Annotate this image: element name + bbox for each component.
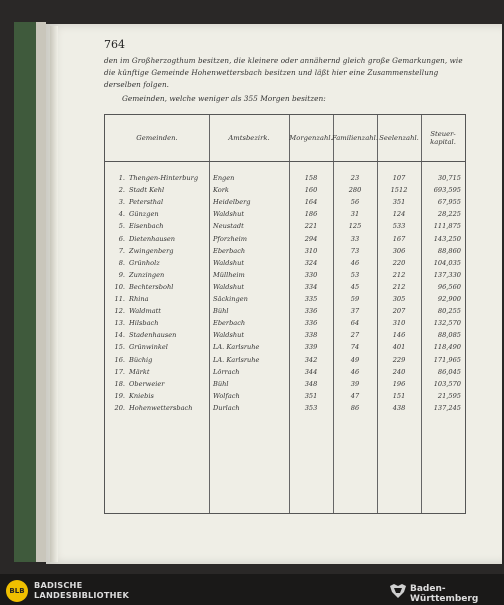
intro-text: den im Großherzogthum besitzen, die kleinere oder annähernd gleich große Gemarkungen, wie die künftige Gemeinde Hohenwettersbach besitzen und läßt hier eine Zusammenstellung derselben folgen. — [104, 56, 463, 89]
page-gutter — [50, 26, 58, 562]
header-amtsbezirk: Amtsbezirk. — [228, 134, 270, 142]
table-row: 12. Waldmatt Bühl 336 37 207 80,255 — [114, 307, 461, 316]
table-row: 2. Stadt Kehl Kork 160 280 1512 693,595 — [118, 186, 461, 195]
header-divider — [105, 161, 465, 162]
table-row: 11. Rhina Säckingen 335 59 305 92,900 — [114, 295, 461, 303]
table-row: 19. Kniebis Wolfach 351 47 151 21,595 — [114, 391, 461, 400]
header-familienzahl: Familienzahl. — [331, 134, 379, 142]
table-row: 20. Hohenwettersbach Durlach 353 86 438 137,245 — [114, 403, 461, 412]
table-row: 17. Märkt Lörrach 344 46 240 86,045 — [114, 367, 461, 376]
header-morgenzahl: Morgenzahl. — [289, 134, 333, 142]
state-crest-icon — [388, 582, 408, 600]
table-row: 8. Grünholz Waldshut 324 46 220 104,035 — [118, 258, 461, 267]
library-name[interactable] — [34, 580, 129, 600]
table-row: 10. Bechtersbohl Waldshut 334 45 212 96,560 — [114, 282, 461, 291]
table-row: 13. Hilsbach Eberbach 336 64 310 132,570 — [114, 319, 461, 328]
table-row: 4. Günzgen Waldshut 186 31 124 28,225 — [118, 210, 461, 219]
table-row: 16. Büchig LA. Karlsruhe 342 49 229 171,965 — [114, 355, 461, 364]
table-row: 18. Oberweier Bühl 348 39 196 103,570 — [114, 379, 461, 388]
state-name[interactable]: Baden-Württemberg — [410, 584, 479, 604]
header-gemeinden: Gemeinden. — [136, 134, 178, 142]
header-seelenzahl: Seelenzahl. — [379, 134, 419, 142]
library-name-line1: BADISCHE — [34, 580, 83, 590]
table-row: 15. Grünwinkel LA. Karlsruhe 339 74 401 118,490 — [114, 343, 461, 352]
library-name-line2: LANDESBIBLIOTHEK — [34, 590, 130, 600]
table-row: 6. Dietenhausen Pforzheim 294 33 167 143,250 — [118, 234, 461, 243]
header-steuerkapital: Steuer-kapital. — [430, 130, 456, 146]
table-row: 5. Eisenbach Neustadt 221 125 533 111,875 — [118, 222, 461, 231]
book-spine-strip — [36, 22, 46, 562]
municipality-table — [104, 114, 466, 514]
table-caption: Gemeinden, welche weniger als 355 Morgen besitzen: — [122, 94, 326, 103]
table-row: 1. Thengen-Hinterburg Engen 158 23 107 30,715 — [118, 174, 461, 182]
table-row: 7. Zwingenberg Eberbach 310 73 306 88,860 — [118, 246, 461, 255]
table-row: 3. Petersthal Heidelberg 164 56 351 67,955 — [118, 198, 461, 207]
table-row: 14. Stadenhausen Waldshut 338 27 146 88,085 — [114, 331, 461, 340]
table-row: 9. Zunzingen Müllheim 330 53 212 137,330 — [118, 270, 461, 279]
blb-logo[interactable]: BLB — [6, 580, 28, 602]
page-number: 764 — [104, 38, 125, 51]
